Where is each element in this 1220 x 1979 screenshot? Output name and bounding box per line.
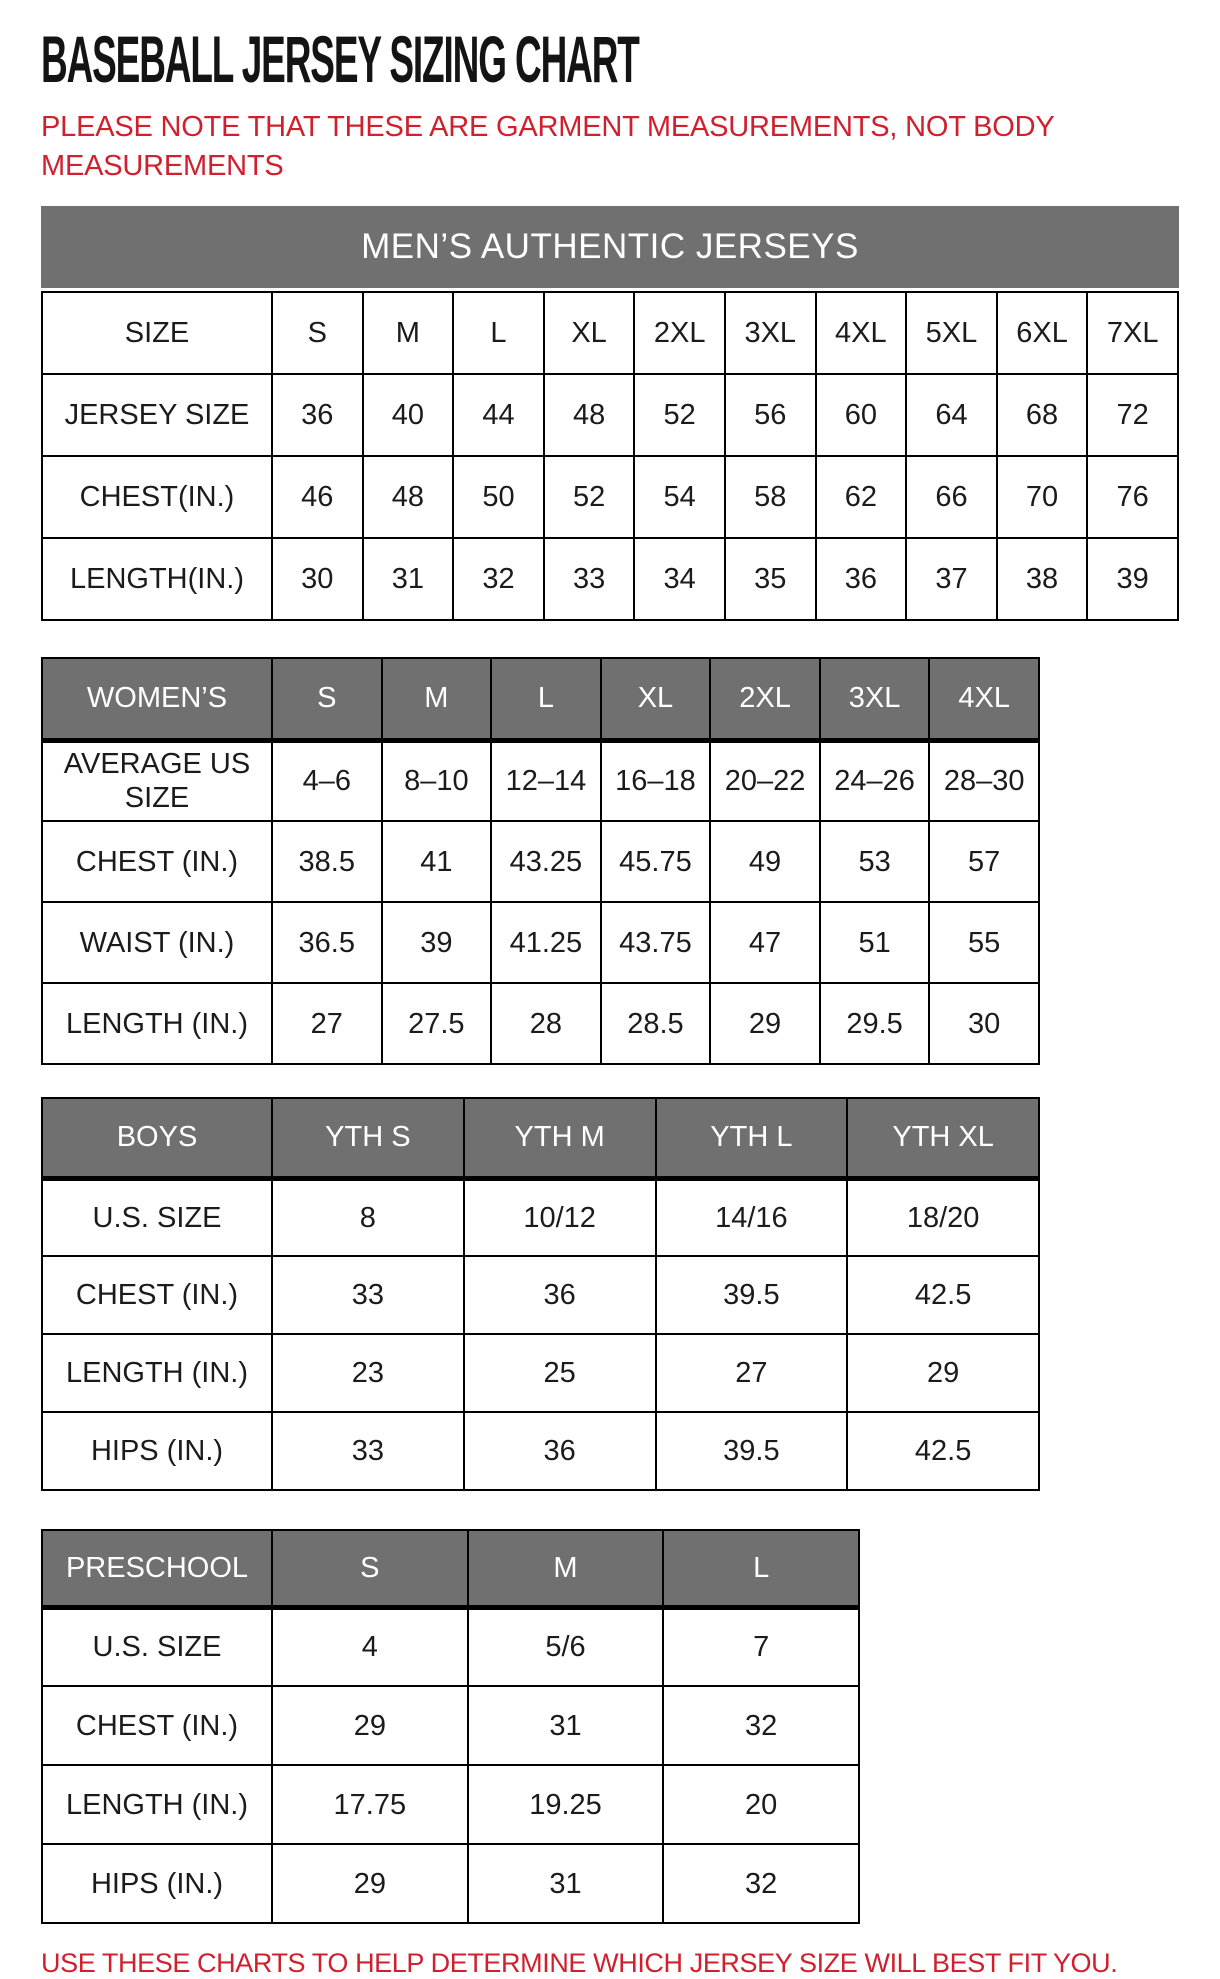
value-cell: 23 — [272, 1334, 464, 1412]
value-cell: 76 — [1087, 456, 1178, 538]
value-cell: 4–6 — [272, 740, 382, 821]
value-cell: 28.5 — [601, 983, 711, 1064]
value-cell: XL — [544, 292, 635, 374]
value-cell: 57 — [929, 821, 1039, 902]
value-cell: 7XL — [1087, 292, 1178, 374]
value-cell: 38.5 — [272, 821, 382, 902]
mens-section — [41, 206, 1220, 621]
value-cell: 27 — [272, 983, 382, 1064]
value-cell: 39 — [382, 902, 492, 983]
value-cell: 2XL — [634, 292, 725, 374]
value-cell: 42.5 — [847, 1256, 1039, 1334]
value-cell: 43.25 — [491, 821, 601, 902]
value-cell: 36 — [816, 538, 907, 620]
value-cell: 52 — [634, 374, 725, 456]
value-cell: 31 — [468, 1844, 664, 1923]
table-row — [42, 740, 1039, 821]
value-cell: 29 — [272, 1844, 468, 1923]
table-row — [42, 374, 1178, 456]
value-cell: 70 — [997, 456, 1088, 538]
mens-banner: MEN’S AUTHENTIC JERSEYS — [41, 206, 1179, 288]
header-size-cell: L — [491, 658, 601, 740]
table-row — [42, 1607, 859, 1686]
header-size-cell: M — [382, 658, 492, 740]
value-cell: 36.5 — [272, 902, 382, 983]
footer-note: USE THESE CHARTS TO HELP DETERMINE WHICH JERSEY SIZE WILL BEST FIT YOU. — [41, 1948, 1118, 1978]
row-label-cell: LENGTH (IN.) — [42, 1765, 272, 1844]
header-size-cell: YTH S — [272, 1098, 464, 1178]
value-cell: 29 — [272, 1686, 468, 1765]
value-cell: 55 — [929, 902, 1039, 983]
row-label-cell: LENGTH (IN.) — [42, 1334, 272, 1412]
row-label-cell: CHEST (IN.) — [42, 1256, 272, 1334]
value-cell: 10/12 — [464, 1178, 656, 1256]
value-cell: 60 — [816, 374, 907, 456]
value-cell: 42.5 — [847, 1412, 1039, 1490]
value-cell: 30 — [272, 538, 363, 620]
value-cell: 18/20 — [847, 1178, 1039, 1256]
value-cell: 4XL — [816, 292, 907, 374]
value-cell: 48 — [363, 456, 454, 538]
header-size-cell: 4XL — [929, 658, 1039, 740]
value-cell: 17.75 — [272, 1765, 468, 1844]
value-cell: 56 — [725, 374, 816, 456]
value-cell: 49 — [710, 821, 820, 902]
value-cell: M — [363, 292, 454, 374]
table-row — [42, 1844, 859, 1923]
header-label-cell: PRESCHOOL — [42, 1530, 272, 1607]
value-cell: L — [453, 292, 544, 374]
value-cell: 39.5 — [656, 1412, 848, 1490]
header-row — [42, 1530, 859, 1607]
row-label-cell: LENGTH (IN.) — [42, 983, 272, 1064]
value-cell: 45.75 — [601, 821, 711, 902]
table-row — [42, 292, 1178, 374]
table-row — [42, 902, 1039, 983]
value-cell: 62 — [816, 456, 907, 538]
header-size-cell: L — [663, 1530, 859, 1607]
row-label-cell: WAIST (IN.) — [42, 902, 272, 983]
value-cell: 36 — [464, 1412, 656, 1490]
row-label-cell: HIPS (IN.) — [42, 1844, 272, 1923]
row-label-cell: SIZE — [42, 292, 272, 374]
row-label-cell: AVERAGE US SIZE — [42, 740, 272, 821]
value-cell: 5XL — [906, 292, 997, 374]
preschool-section — [41, 1529, 1220, 1924]
value-cell: 6XL — [997, 292, 1088, 374]
table-row — [42, 1256, 1039, 1334]
value-cell: 39.5 — [656, 1256, 848, 1334]
row-label-cell: CHEST (IN.) — [42, 1686, 272, 1765]
header-size-cell: 2XL — [710, 658, 820, 740]
value-cell: 8 — [272, 1178, 464, 1256]
value-cell: 25 — [464, 1334, 656, 1412]
value-cell: 32 — [453, 538, 544, 620]
row-label-cell: U.S. SIZE — [42, 1178, 272, 1256]
header-size-cell: YTH XL — [847, 1098, 1039, 1178]
value-cell: 29 — [847, 1334, 1039, 1412]
header-size-cell: S — [272, 1530, 468, 1607]
header-size-cell: M — [468, 1530, 664, 1607]
value-cell: 51 — [820, 902, 930, 983]
table-row — [42, 1412, 1039, 1490]
table-row — [42, 1334, 1039, 1412]
value-cell: 33 — [272, 1412, 464, 1490]
value-cell: 43.75 — [601, 902, 711, 983]
header-row — [42, 1098, 1039, 1178]
garment-note-line2: MEASUREMENTS — [41, 150, 284, 182]
header-size-cell: YTH L — [656, 1098, 848, 1178]
value-cell: 52 — [544, 456, 635, 538]
value-cell: 28–30 — [929, 740, 1039, 821]
value-cell: 35 — [725, 538, 816, 620]
value-cell: 4 — [272, 1607, 468, 1686]
row-label-cell: LENGTH(IN.) — [42, 538, 272, 620]
value-cell: 72 — [1087, 374, 1178, 456]
page-title-text: BASEBALL JERSEY SIZING CHART — [41, 22, 639, 96]
mens-table — [41, 291, 1179, 621]
value-cell: 14/16 — [656, 1178, 848, 1256]
preschool-table — [41, 1529, 860, 1924]
page-title — [41, 24, 1220, 94]
row-label-cell: CHEST (IN.) — [42, 821, 272, 902]
row-label-cell: CHEST(IN.) — [42, 456, 272, 538]
value-cell: 38 — [997, 538, 1088, 620]
value-cell: 33 — [272, 1256, 464, 1334]
value-cell: 28 — [491, 983, 601, 1064]
header-size-cell: YTH M — [464, 1098, 656, 1178]
table-row — [42, 456, 1178, 538]
value-cell: 46 — [272, 456, 363, 538]
value-cell: 29.5 — [820, 983, 930, 1064]
value-cell: 8–10 — [382, 740, 492, 821]
value-cell: 20–22 — [710, 740, 820, 821]
value-cell: 3XL — [725, 292, 816, 374]
value-cell: 53 — [820, 821, 930, 902]
value-cell: 37 — [906, 538, 997, 620]
womens-table — [41, 657, 1040, 1065]
value-cell: 44 — [453, 374, 544, 456]
value-cell: 36 — [272, 374, 363, 456]
value-cell: 30 — [929, 983, 1039, 1064]
header-row — [42, 658, 1039, 740]
value-cell: 5/6 — [468, 1607, 664, 1686]
value-cell: 16–18 — [601, 740, 711, 821]
value-cell: 66 — [906, 456, 997, 538]
header-label-cell: WOMEN’S — [42, 658, 272, 740]
table-row — [42, 983, 1039, 1064]
header-size-cell: XL — [601, 658, 711, 740]
table-row — [42, 1178, 1039, 1256]
value-cell: 41.25 — [491, 902, 601, 983]
value-cell: 7 — [663, 1607, 859, 1686]
value-cell: 36 — [464, 1256, 656, 1334]
header-size-cell: 3XL — [820, 658, 930, 740]
garment-note — [41, 108, 1220, 186]
value-cell: 32 — [663, 1686, 859, 1765]
header-size-cell: S — [272, 658, 382, 740]
value-cell: 64 — [906, 374, 997, 456]
row-label-cell: JERSEY SIZE — [42, 374, 272, 456]
value-cell: 24–26 — [820, 740, 930, 821]
value-cell: S — [272, 292, 363, 374]
value-cell: 58 — [725, 456, 816, 538]
value-cell: 40 — [363, 374, 454, 456]
value-cell: 12–14 — [491, 740, 601, 821]
womens-section — [41, 657, 1220, 1065]
row-label-cell: U.S. SIZE — [42, 1607, 272, 1686]
boys-section — [41, 1097, 1220, 1491]
table-row — [42, 538, 1178, 620]
value-cell: 33 — [544, 538, 635, 620]
table-row — [42, 1686, 859, 1765]
value-cell: 68 — [997, 374, 1088, 456]
value-cell: 29 — [710, 983, 820, 1064]
value-cell: 47 — [710, 902, 820, 983]
header-label-cell: BOYS — [42, 1098, 272, 1178]
value-cell: 31 — [363, 538, 454, 620]
value-cell: 20 — [663, 1765, 859, 1844]
row-label-cell: HIPS (IN.) — [42, 1412, 272, 1490]
value-cell: 48 — [544, 374, 635, 456]
value-cell: 19.25 — [468, 1765, 664, 1844]
value-cell: 41 — [382, 821, 492, 902]
value-cell: 32 — [663, 1844, 859, 1923]
value-cell: 54 — [634, 456, 725, 538]
boys-table — [41, 1097, 1040, 1491]
value-cell: 31 — [468, 1686, 664, 1765]
value-cell: 34 — [634, 538, 725, 620]
table-row — [42, 1765, 859, 1844]
value-cell: 27 — [656, 1334, 848, 1412]
table-row — [42, 821, 1039, 902]
value-cell: 27.5 — [382, 983, 492, 1064]
value-cell: 39 — [1087, 538, 1178, 620]
garment-note-line1: PLEASE NOTE THAT THESE ARE GARMENT MEASUREMENTS, NOT BODY — [41, 111, 1055, 143]
value-cell: 50 — [453, 456, 544, 538]
